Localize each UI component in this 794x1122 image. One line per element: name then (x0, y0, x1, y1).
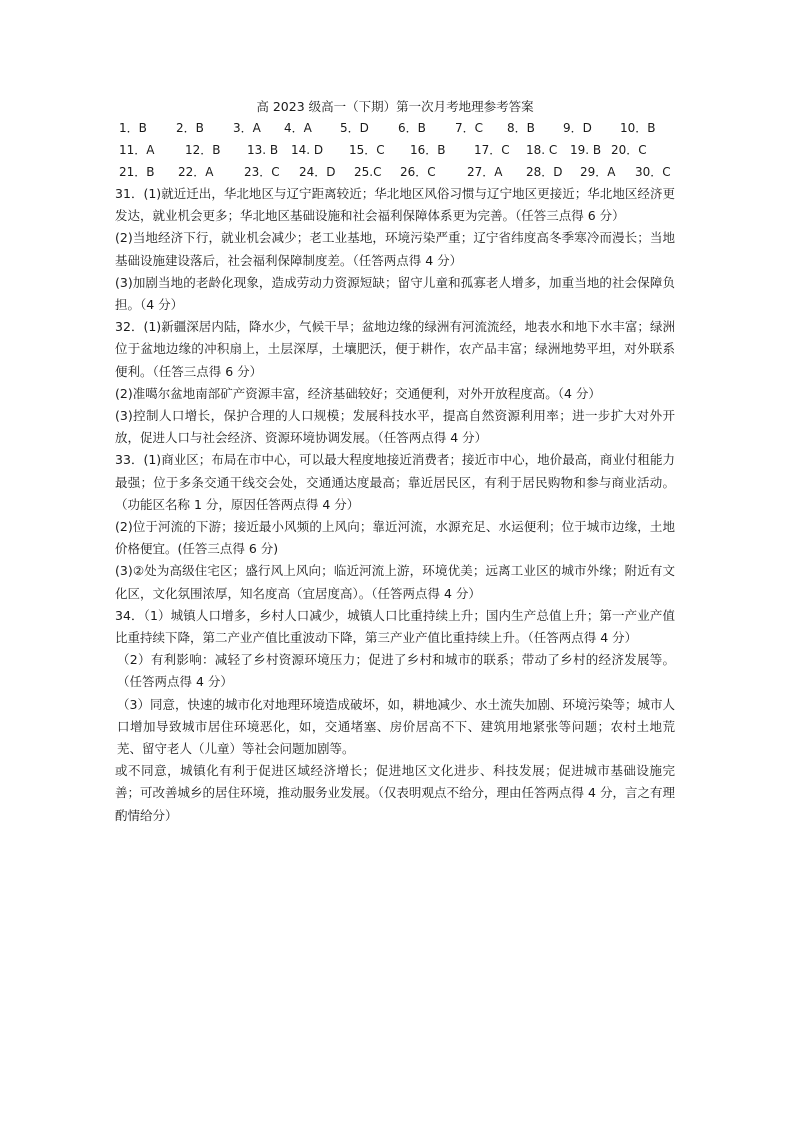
answer-32-2: (2)准噶尔盆地南部矿产资源丰富，经济基础较好；交通便利，对外开放程度高。（4 分） (115, 385, 601, 401)
answer-34-1: 34．（1）城镇人口增多，乡村人口减少，城镇人口比重持续上升；国内生产总值上升；第一产业产值比重持续下降，第二产业产值比重波动下降，第三产业产值比重持续上升。（任答两点得 4 分） (115, 607, 675, 646)
mc-answer: 29．A (580, 165, 616, 179)
answer-32-3: (3)控制人口增长，保护合理的人口规模；发展科技水平，提高自然资源利用率；进一步扩大对外开放，促进人口与社会经济、资源环境协调发展。（任答两点得 4 分） (115, 408, 675, 446)
mc-answers-row-2 (115, 139, 675, 161)
mc-answer: 4．A (284, 121, 312, 135)
mc-answer: 28．D (526, 165, 563, 179)
answer-34-2: （2）有利影响：减轻了乡村资源环境压力；促进了乡村和城市的联系；带动了乡村的经济发展等。（任答两点得 4 分） (117, 652, 675, 690)
mc-answer: 1．B (119, 121, 147, 135)
answer-sheet (115, 97, 675, 827)
mc-answers-row-3 (115, 161, 675, 183)
mc-answer: 15．C (349, 143, 385, 157)
mc-answer: 25.C (354, 165, 382, 179)
mc-answer: 22．A (178, 165, 214, 179)
page-title: 高 2023 级高一（下期）第一次月考地理参考答案 (256, 99, 534, 114)
mc-answers-row-1 (115, 117, 675, 139)
mc-answer: 6．B (398, 121, 426, 135)
answer-34-3: （3）同意，快速的城市化对地理环境造成破坏，如，耕地减少、水土流失加剧、环境污染等；城市人口增加导致城市居住环境恶化，如，交通堵塞、房价居高不下、建筑用地紧张等问题；农村土地荒芜、留守老人（儿童）等社会问题加剧等。 (117, 696, 675, 757)
mc-answer: 19. B (570, 143, 602, 157)
mc-answer: 14. D (291, 143, 324, 157)
mc-answer: 2．B (176, 121, 204, 135)
mc-answer: 26．C (400, 165, 436, 179)
mc-answer: 23．C (244, 165, 280, 179)
mc-answer: 30．C (635, 165, 671, 179)
answer-33-1: 33．(1)商业区；布局在市中心，可以最大程度地接近消费者；接近市中心，地价最高，商业付租能力最强；位于多条交通干线交会处，交通通达度最高；靠近居民区，有利于居民购物和参与商业活动。（功能区名称 1 分，原因任答两点得 4 分） (115, 452, 675, 512)
mc-answer: 24．D (299, 165, 336, 179)
mc-answer: 17．C (474, 143, 510, 157)
mc-answer: 8．B (507, 121, 535, 135)
mc-answer: 10．B (620, 121, 656, 135)
mc-answer: 21．B (119, 165, 155, 179)
answer-31-3: (3)加剧当地的老龄化现象，造成劳动力资源短缺；留守儿童和孤寡老人增多，加重当地的社会保障负担。（4 分） (115, 274, 675, 313)
mc-answer: 5．D (340, 121, 369, 135)
mc-answer: 9．D (563, 121, 592, 135)
answer-33-2: (2)位于河流的下游；接近最小风频的上风向；靠近河流，水源充足、水运便利；位于城市边缘，土地价格便宜。(任答三点得 6 分) (115, 519, 675, 557)
mc-answer: 7．C (455, 121, 484, 135)
mc-answer: 13. B (247, 143, 279, 157)
mc-answer: 18. C (526, 143, 558, 157)
mc-answer: 3．A (233, 121, 261, 135)
mc-answer: 16．B (410, 143, 446, 157)
mc-answer: 20．C (611, 143, 647, 157)
mc-answer: 27．A (467, 165, 503, 179)
answer-31-1: 31．(1)就近迁出，华北地区与辽宁距离较近；华北地区风俗习惯与辽宁地区更接近；华北地区经济更发达，就业机会更多；华北地区基础设施和社会福利保障体系更为完善。（任答三点得 6 分） (115, 186, 675, 224)
answer-34-3-alt: 或不同意，城镇化有利于促进区域经济增长；促进地区文化进步、科技发展；促进城市基础设施完善；可改善城乡的居住环境，推动服务业发展。（仅表明观点不给分，理由任答两点得 4 分，言之有理酌情给分） (115, 763, 675, 823)
answer-33-3: (3)②处为高级住宅区；盛行风上风向；临近河流上游，环境优美；远离工业区的城市外缘；附近有文化区，文化氛围浓厚，知名度高（宜居度高）。（任答两点得 4 分） (115, 563, 675, 601)
answer-31-2: (2)当地经济下行，就业机会减少；老工业基地，环境污染严重；辽宁省纬度高冬季寒冷而漫长；当地基础设施建设落后，社会福利保障制度差。（任答两点得 4 分） (115, 230, 675, 268)
mc-answer: 12．B (185, 143, 221, 157)
answer-32-1: 32．(1)新疆深居内陆，降水少，气候干旱；盆地边缘的绿洲有河流流经，地表水和地下水丰富；绿洲位于盆地边缘的冲积扇上，土层深厚，土壤肥沃，便于耕作，农产品丰富；绿洲地势平坦，对外联系便利。（任答三点得 6 分） (115, 319, 675, 379)
mc-answer: 11．A (119, 143, 155, 157)
